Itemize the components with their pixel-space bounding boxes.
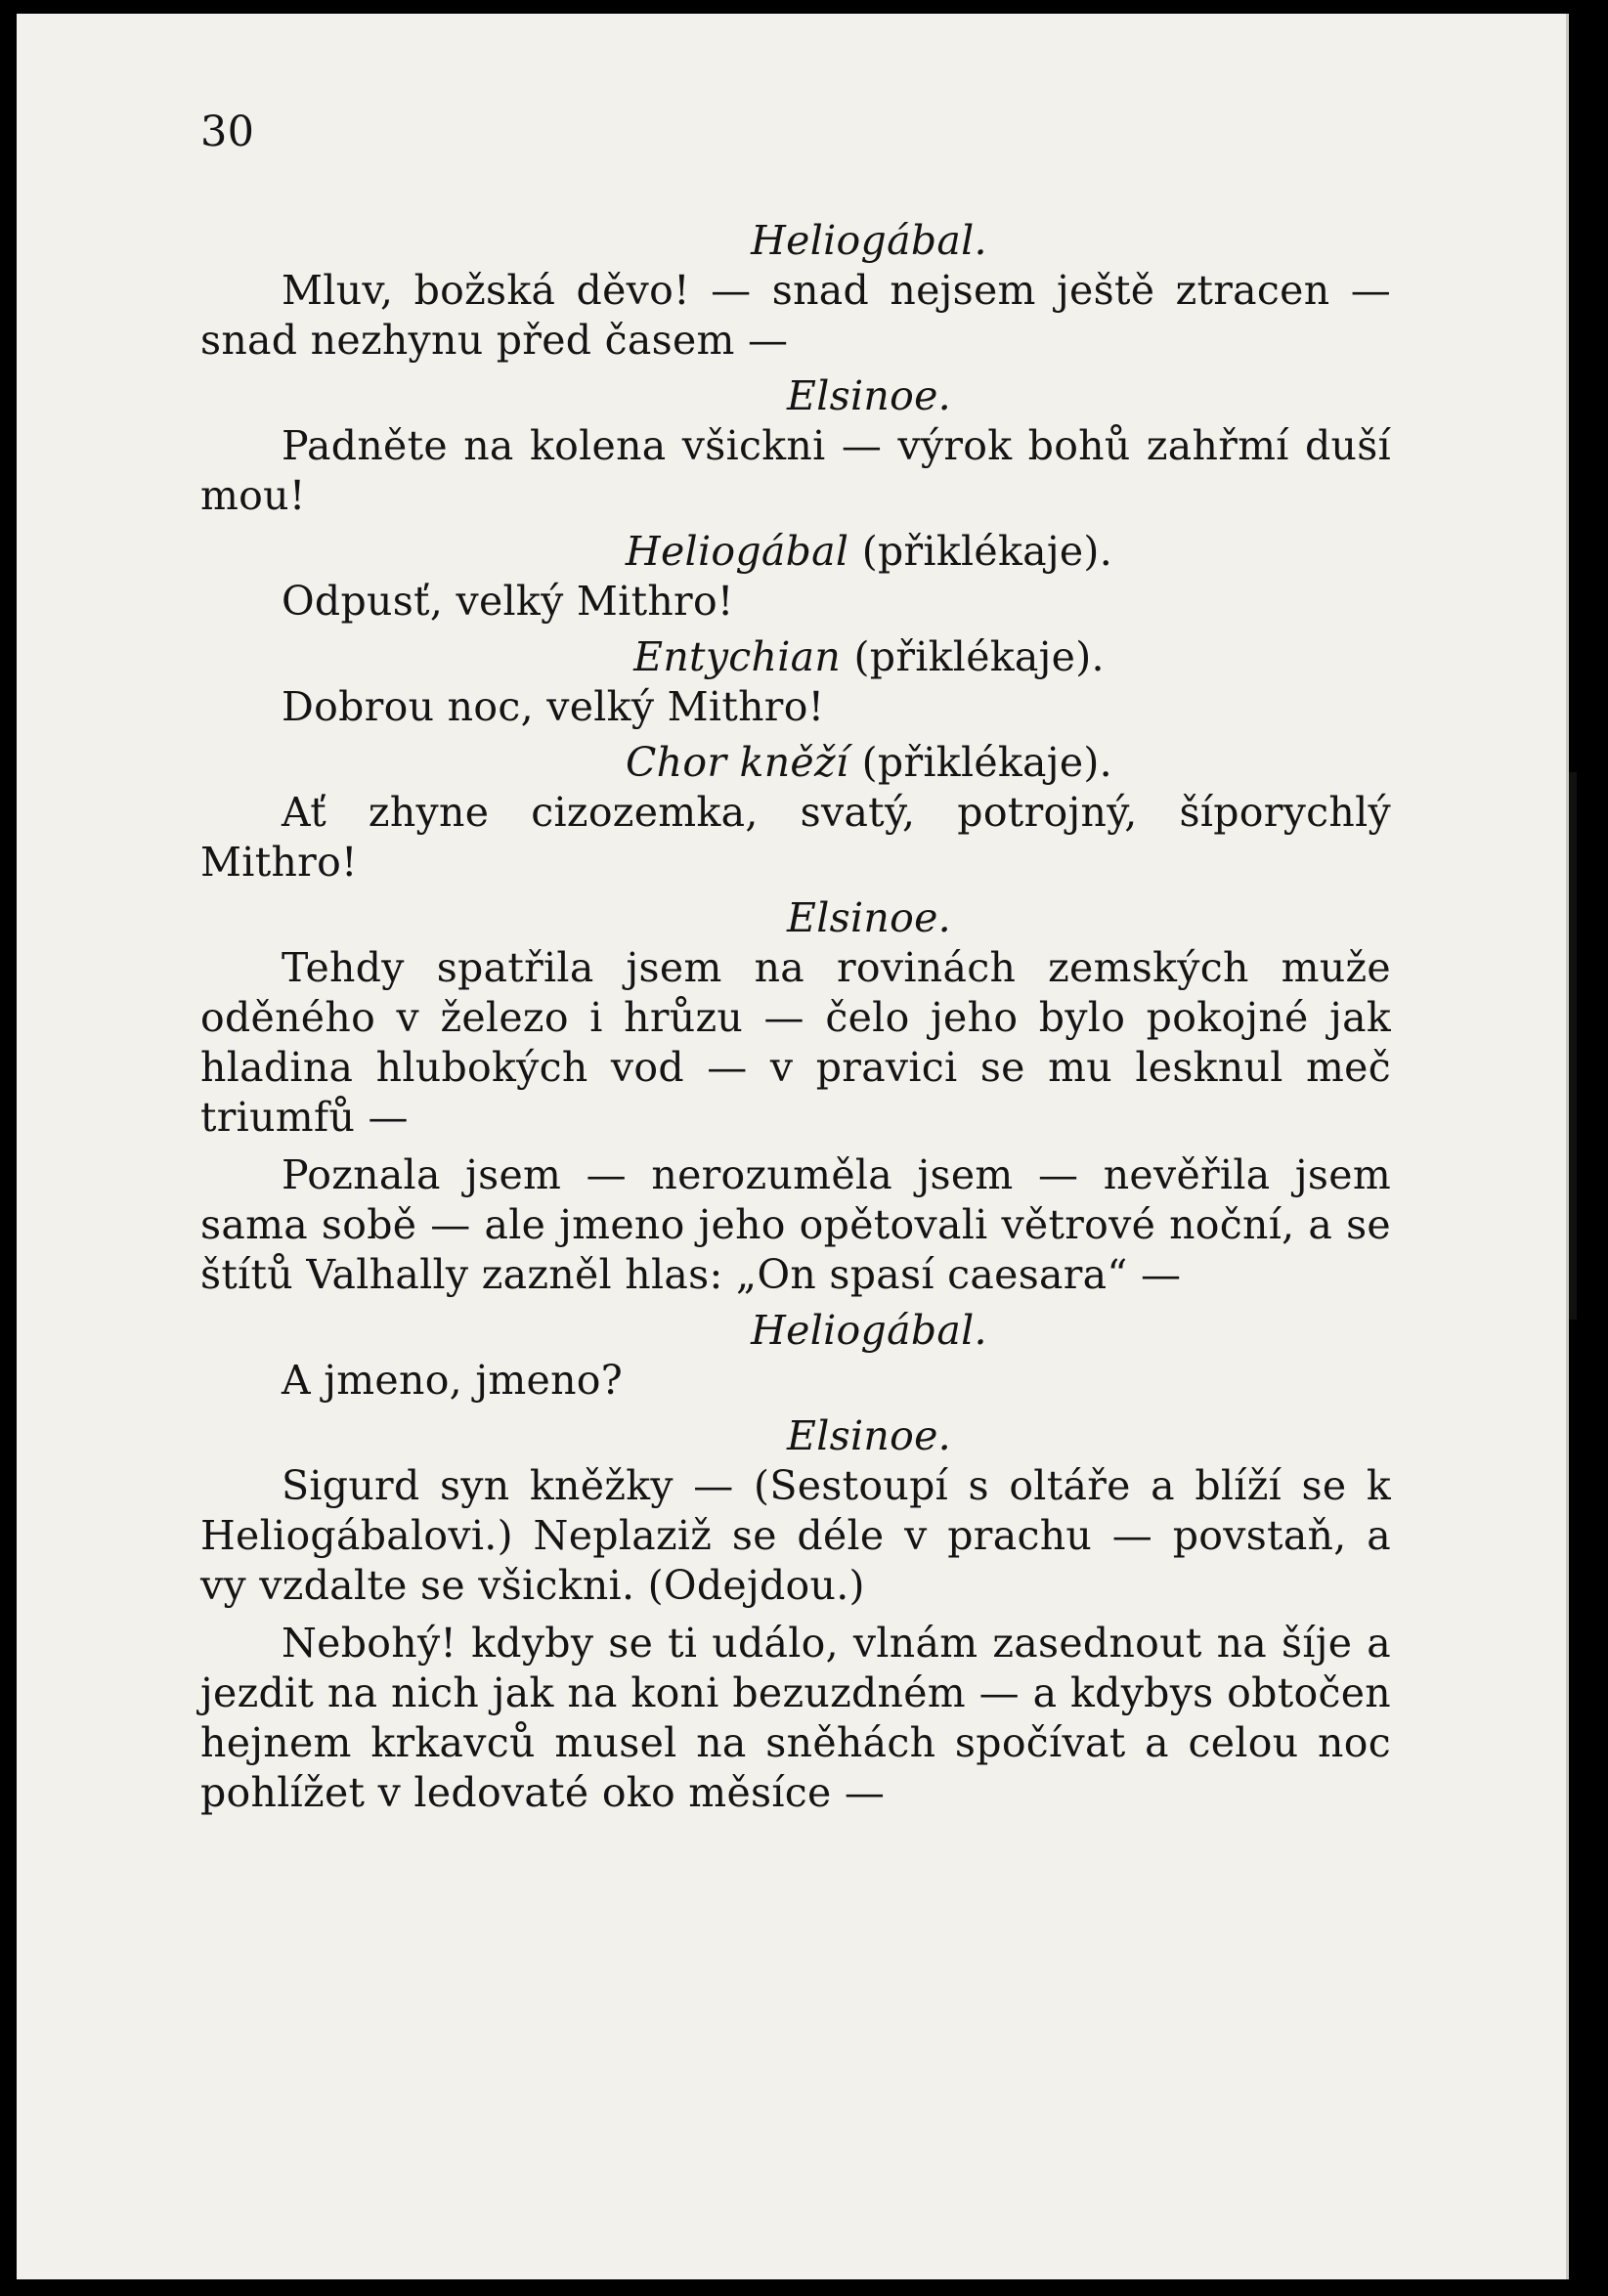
speech-paragraph: Poznala jsem — nerozuměla jsem — nevěřila jsem sama sobě — ale jmeno jeho opětovali větrové noční, a se štítů Valhally zazněl hlas: „On spasí caesara“ — [200, 1151, 1391, 1298]
page-number: 30 [200, 108, 255, 156]
speaker-name: Elsinoe. [787, 1412, 951, 1459]
speaker-name: Elsinoe. [787, 372, 951, 419]
speaker-name: Heliogábal [625, 528, 849, 575]
speaker-heading [200, 738, 1391, 788]
speaker-name: Chor kněží [625, 739, 849, 786]
speech-paragraph: Dobrou noc, velký Mithro! [282, 683, 825, 730]
speaker-heading [200, 216, 1391, 266]
speech-paragraph: Odpusť, velký Mithro! [282, 578, 734, 625]
speech-paragraph: Nebohý! kdyby se ti událo, vlnám zasednout na šíje a jezdit na nich jak na koni bezuzdném — a kdybys obtočen hejnem krkavců musel na sněhách spočívat a celou noc pohlížet v ledovaté oko měsíce — [200, 1620, 1391, 1816]
speaker-name: Elsinoe. [787, 894, 951, 941]
page-edge-shadow [1569, 772, 1577, 1320]
page-text [200, 108, 1391, 1818]
speech-paragraph: Padněte na kolena všickni — výrok bohů zahřmí duší mou! [200, 422, 1391, 519]
speaker-name: Heliogábal. [751, 1307, 987, 1354]
speaker-heading [200, 1306, 1391, 1356]
speaker-heading [200, 632, 1391, 682]
speech-paragraph: Tehdy spatřila jsem na rovinách zemských muže oděného v železo i hrůzu — čelo jeho bylo pokojné jak hladina hlubokých vod — v pravici se mu lesknul meč triumfů — [200, 944, 1391, 1141]
speech-paragraph: Mluv, božská děvo! — snad nejsem ještě ztracen — snad nezhynu před časem — [200, 267, 1391, 364]
speaker-heading [200, 893, 1391, 943]
speech-paragraph: Sigurd syn kněžky — (Sestoupí s oltáře a blíží se k Heliogábalovi.) Neplaziž se déle v prachu — povstaň, a vy vzdalte se všickni. (Odejdou.) [200, 1462, 1391, 1609]
stage-direction: (přiklékaje). [861, 528, 1113, 575]
speaker-name: Entychian [633, 633, 842, 680]
speaker-heading [200, 527, 1391, 577]
speech-paragraph: A jmeno, jmeno? [282, 1357, 624, 1404]
speaker-name: Heliogábal. [751, 217, 987, 264]
speaker-heading [200, 371, 1391, 421]
speech-paragraph: Ať zhyne cizozemka, svatý, potrojný, šíporychlý Mithro! [200, 789, 1391, 886]
speaker-heading [200, 1411, 1391, 1461]
stage-direction: (přiklékaje). [853, 633, 1105, 680]
stage-direction: (přiklékaje). [861, 739, 1113, 786]
